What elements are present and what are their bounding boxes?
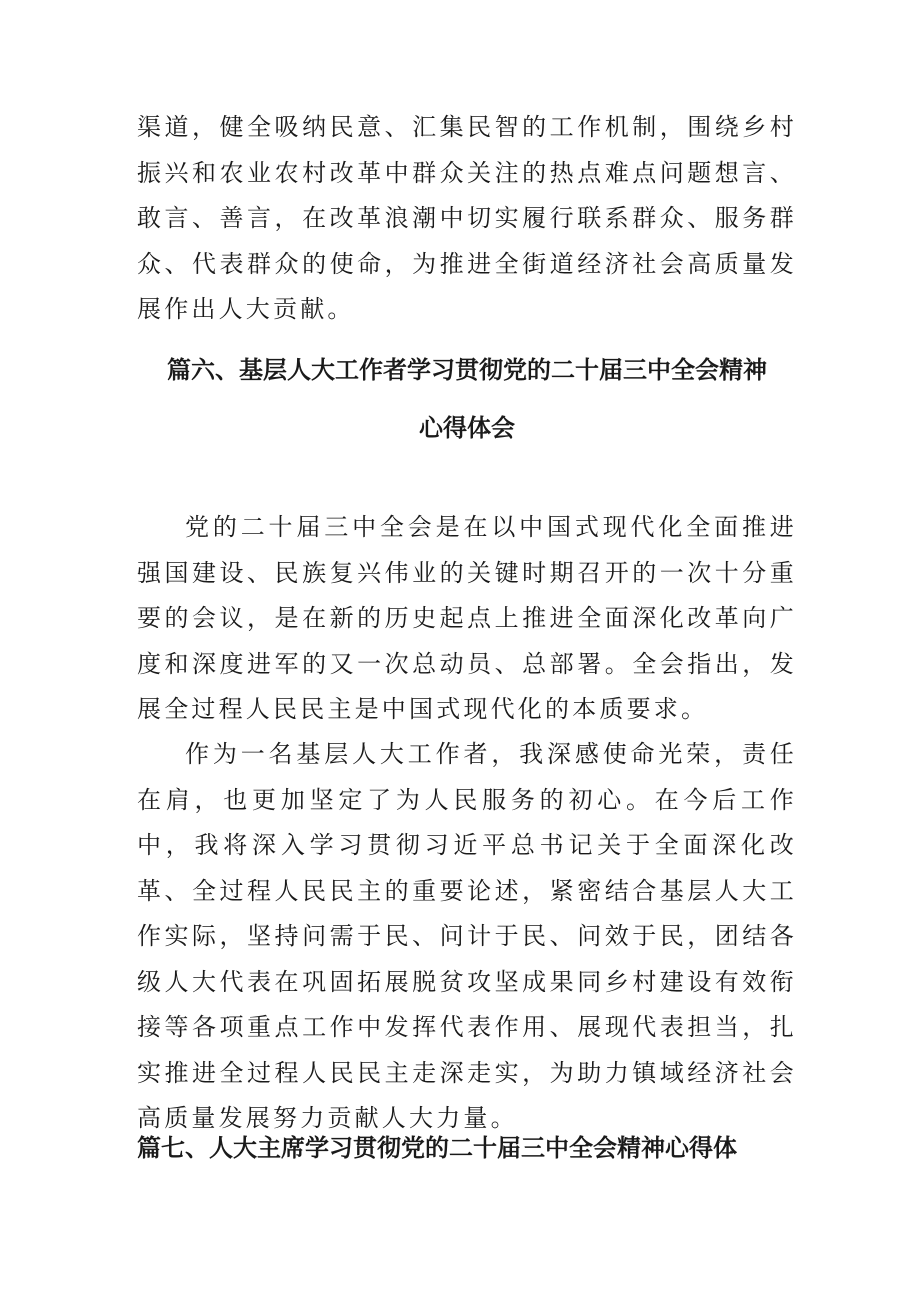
intro-paragraph: 渠道，健全吸纳民意、汇集民智的工作机制，围绕乡村振兴和农业农村改革中群众关注的热点难点问题想言、敢言、善言，在改革浪潮中切实履行联系群众、服务群众、代表群众的使命，为推进全街道经济社会高质量发展作出人大贡献。 (137, 113, 797, 323)
section6-paragraph-2: 作为一名基层人大工作者，我深感使命光荣，责任在肩，也更加坚定了为人民服务的初心。在今后工作中，我将深入学习贯彻习近平总书记关于全面深化改革、全过程人民民主的重要论述，紧密结合基层人大工作实际，坚持问需于民、问计于民、问效于民，团结各级人大代表在巩固拓展脱贫攻坚成果同乡村建设有效衔接等各项重点工作中发挥代表作用、展现代表担当，扎实推进全过程人民民主走深走实，为助力镇域经济社会高质量发展努力贡献人大力量。 (137, 740, 797, 1132)
section6-title-line2: 心得体会 (419, 414, 515, 442)
section6-paragraph-1: 党的二十届三中全会是在以中国式现代化全面推进强国建设、民族复兴伟业的关键时期召开的一次十分重要的会议，是在新的历史起点上推进全面深化改革向广度和深度进军的又一次总动员、总部署。全会指出，发展全过程人民民主是中国式现代化的本质要求。 (137, 513, 797, 723)
section7-title: 篇七、人大主席学习贯彻党的二十届三中全会精神心得体 (137, 1134, 737, 1162)
section6-title-line1: 篇六、基层人大工作者学习贯彻党的二十届三中全会精神 (167, 356, 767, 384)
